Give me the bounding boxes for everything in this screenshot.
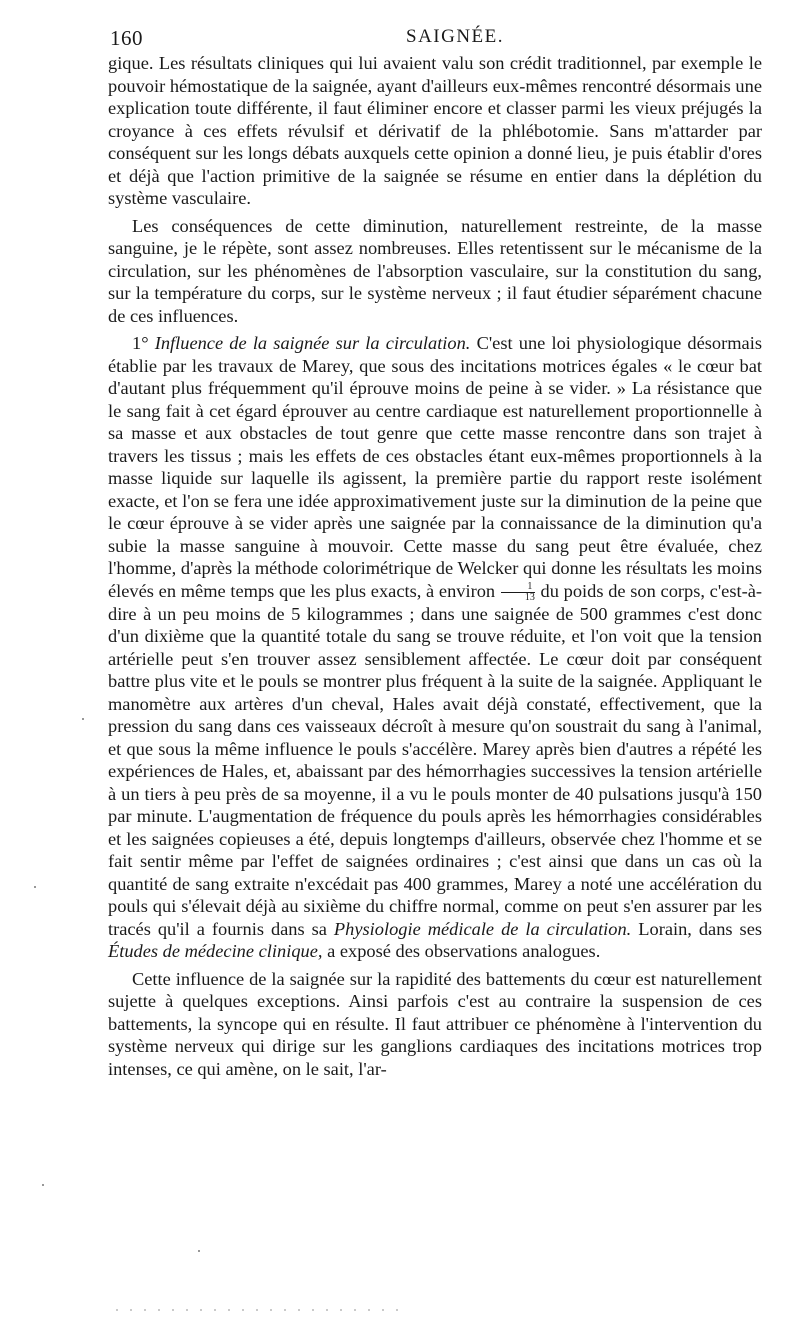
cited-work-title: Physiologie médicale de la circulation. bbox=[333, 918, 632, 939]
paragraph-consequences: Les conséquences de cette diminution, naturellement restreinte, de la masse sanguine, je le répète, sont assez nombreuses. Elles retentissent sur le mécanisme de la circulation, sur les phénomènes de l'absorption vasculaire, sur la constitution du sang, sur la température du corps, sur le système nerveux ; il faut étudier séparément chacune de ces influences. bbox=[108, 215, 762, 326]
fraction-denominator: 13 bbox=[524, 591, 535, 603]
page-number: 160 bbox=[110, 26, 143, 50]
paragraph-exceptions: Cette influence de la saignée sur la rapidité des battements du cœur est naturellement sujette à quelques exceptions. Ainsi parfois c'est au contraire la suspension de ces battements, la syncope qui en résulte. Il faut attribuer ce phénomène à l'intervention du système nerveux qui dirige sur les ganglions cardiaques des incitations motrices trop intenses, ce qui amène, on le sait, l'ar- bbox=[108, 968, 762, 1079]
paragraph-text: du poids de son corps, c'est-à-dire à un peu moins de 5 kilogrammes ; dans une saignée de 500 grammes c'est donc d'un dixième que la quantité totale du sang se trouve réduite, et l'on voit que la tension artérielle peut s'en trouver assez sensiblement affectée. Le cœur doit par conséquent battre plus vite et le pouls se montrer plus fréquent à la suite de la saignée. Appliquant le manomètre aux artères d'un cheval, Hales avait déjà constaté, effectivement, que la pression du sang dans ces vaisseaux décroît à mesure qu'on soustrait du sang à l'animal, et que sous la même influence le pouls s'accélère. Marey après bien d'autres a répété les expériences de Hales, et, abaissant par des hémorrhagies successives la tension artérielle à un tiers à peu près de sa moyenne, il a vu le pouls monter de 40 pulsations jusqu'à 150 par minute. L'augmentation de fréquence du pouls après les hémorrhagies considérables et les saignées copieuses a été, depuis longtemps d'ailleurs, observée chez l'homme et se fait sentir même par l'effet de saignées ordinaires ; c'est ainsi que dans un cas où la quantité de sang extraite n'excédait pas 400 grammes, Marey a noté une accélération du pouls qui s'élevait déjà au sixième du chiffre normal, comme on peut s'en assurer par les tracés qu'il a fournis dans sa bbox=[108, 580, 762, 939]
section-number: 1° bbox=[132, 333, 155, 353]
paragraph-text: Lorain, dans ses bbox=[631, 918, 763, 939]
cited-work-title: Études de médecine clinique, bbox=[108, 941, 323, 962]
paragraph-circulation bbox=[108, 332, 762, 963]
section-heading: Influence de la saignée sur la circulation. bbox=[154, 333, 471, 353]
book-page bbox=[108, 22, 762, 1085]
scan-speck bbox=[82, 718, 84, 720]
paragraph-text: a exposé des observations analogues. bbox=[322, 941, 601, 962]
running-title: SAIGNÉE. bbox=[406, 26, 505, 47]
paragraph-text: C'est une loi physiologique désormais établie par les travaux de Marey, que sous des incitations motrices égales « le cœur bat d'autant plus fréquemment qu'il éprouve moins de peine à se vider. » La résistance que le sang fait à cet égard éprouver au centre cardiaque est naturellement proportionnelle à sa masse et aux obstacles de tout genre que cette masse rencontre dans son trajet à travers les tissus ; mais les effets de ces obstacles étant eux-mêmes proportionnels à la masse liquide sur laquelle ils agissent, la première partie du rapport reste isolément exacte, et l'on se fera une idée approximativement juste sur la diminution de la peine que le cœur éprouve à se vider après une saignée par la connaissance de la diminution qu'a subie la masse sanguine à mouvoir. Cette masse du sang peut être évaluée, chez l'homme, d'après la méthode colorimétrique de Welcker qui donne les résultats les moins élevés en même temps que les plus exacts, à environ bbox=[108, 333, 762, 601]
scan-bleed-through bbox=[110, 1308, 410, 1312]
fraction-numerator: 1 bbox=[501, 582, 535, 593]
body-text bbox=[108, 52, 762, 1080]
paragraph-continuation: gique. Les résultats cliniques qui lui avaient valu son crédit traditionnel, par exemple le pouvoir hémostatique de la saignée, ayant d'ailleurs eux-mêmes rencontré désormais une explication toute différente, il faut éliminer encore et classer parmi les vieux préjugés la croyance à ces effets révulsif et dérivatif de la phlébotomie. Sans m'attarder par conséquent sur les longs débats auxquels cette opinion a donné lieu, je puis établir d'ores et déjà que l'action primitive de la saignée se résume en entier dans la déplétion du système vasculaire. bbox=[108, 53, 762, 208]
scan-speck bbox=[42, 1184, 44, 1186]
scan-speck bbox=[34, 886, 36, 888]
fraction bbox=[501, 582, 535, 603]
running-head bbox=[108, 22, 762, 52]
scan-speck bbox=[198, 1250, 200, 1252]
